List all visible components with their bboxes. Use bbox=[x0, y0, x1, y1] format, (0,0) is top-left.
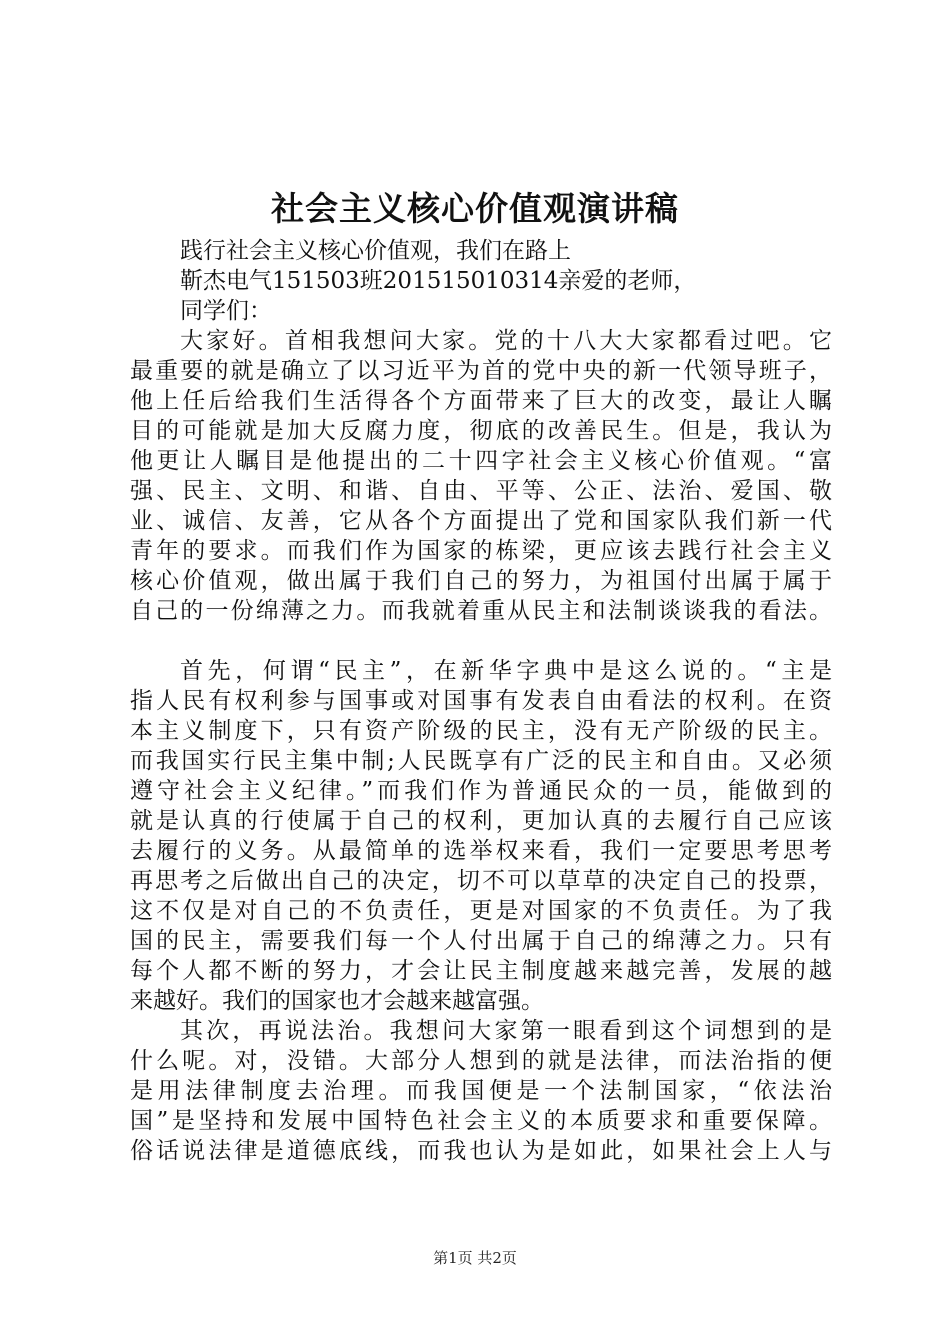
paragraph-3 bbox=[130, 1016, 832, 1166]
paragraph-line: 遵守社会主义纪律。”而我们作为普通民众的一员，能做到的 bbox=[130, 778, 832, 804]
author-line: 靳杰电气151503班201515010314亲爱的老师， bbox=[180, 268, 697, 294]
paragraph-line: 国的民主，需要我们每一个人付出属于自己的绵薄之力。只有 bbox=[130, 928, 832, 954]
paragraph-1 bbox=[130, 326, 832, 626]
paragraph-line: 什么呢。对，没错。大部分人想到的就是法律，而法治指的便 bbox=[130, 1048, 832, 1074]
paragraph-line: 业、诚信、友善，它从各个方面提出了党和国家队我们新一代 bbox=[130, 508, 832, 534]
paragraph-line: 首先，何谓“民主”，在新华字典中是这么说的。“主是 bbox=[180, 658, 832, 684]
paragraph-line: 核心价值观，做出属于我们自己的努力，为祖国付出属于属于 bbox=[130, 568, 832, 594]
document-title: 社会主义核心价值观演讲稿 bbox=[271, 189, 679, 228]
paragraph-line: 强、民主、文明、和谐、自由、平等、公正、法治、爱国、敬 bbox=[130, 478, 832, 504]
paragraph-line: 每个人都不断的努力，才会让民主制度越来越完善，发展的越 bbox=[130, 958, 832, 984]
paragraph-line: 自己的一份绵薄之力。而我就着重从民主和法制谈谈我的看法。 bbox=[130, 598, 832, 624]
paragraph-line: 俗话说法律是道德底线，而我也认为是如此，如果社会上人与 bbox=[130, 1138, 832, 1164]
salutation: 同学们： bbox=[180, 298, 272, 324]
paragraph-line: 本主义制度下，只有资产阶级的民主，没有无产阶级的民主。 bbox=[130, 718, 832, 744]
paragraph-line: 其次，再说法治。我想问大家第一眼看到这个词想到的是 bbox=[180, 1018, 832, 1044]
page-footer: 第1页 共2页 bbox=[433, 1249, 517, 1267]
paragraph-line: 青年的要求。而我们作为国家的栋梁，更应该去践行社会主义 bbox=[130, 538, 832, 564]
paragraph-line: 来越好。我们的国家也才会越来越富强。 bbox=[130, 988, 544, 1014]
paragraph-line: 最重要的就是确立了以习近平为首的党中央的新一代领导班子， bbox=[130, 358, 832, 384]
paragraph-line: 他更让人瞩目是他提出的二十四字社会主义核心价值观。“富 bbox=[130, 448, 832, 474]
paragraph-line: 这不仅是对自己的不负责任，更是对国家的不负责任。为了我 bbox=[130, 898, 832, 924]
subtitle: 践行社会主义核心价值观，我们在路上 bbox=[180, 238, 571, 264]
document-body bbox=[130, 236, 832, 1166]
paragraph-line: 去履行的义务。从最简单的选举权来看，我们一定要思考思考 bbox=[130, 838, 832, 864]
paragraph-line: 大家好。首相我想问大家。党的十八大大家都看过吧。它 bbox=[180, 328, 832, 354]
paragraph-line: 再思考之后做出自己的决定，切不可以草草的决定自己的投票， bbox=[130, 868, 832, 894]
paragraph-2 bbox=[130, 656, 832, 1016]
paragraph-line: 他上任后给我们生活得各个方面带来了巨大的改变，最让人瞩 bbox=[130, 388, 832, 414]
paragraph-line: 国”是坚持和发展中国特色社会主义的本质要求和重要保障。 bbox=[130, 1108, 832, 1134]
paragraph-line: 指人民有权利参与国事或对国事有发表自由看法的权利。在资 bbox=[130, 688, 832, 714]
paragraph-line: 目的可能就是加大反腐力度，彻底的改善民生。但是，我认为 bbox=[130, 418, 832, 444]
paragraph-line: 而我国实行民主集中制;人民既享有广泛的民主和自由。又必须 bbox=[130, 748, 832, 774]
paragraph-line: 就是认真的行使属于自己的权利，更加认真的去履行自己应该 bbox=[130, 808, 832, 834]
paragraph-line: 是用法律制度去治理。而我国便是一个法制国家，“依法治 bbox=[130, 1078, 832, 1104]
paragraph-spacer bbox=[130, 626, 832, 656]
